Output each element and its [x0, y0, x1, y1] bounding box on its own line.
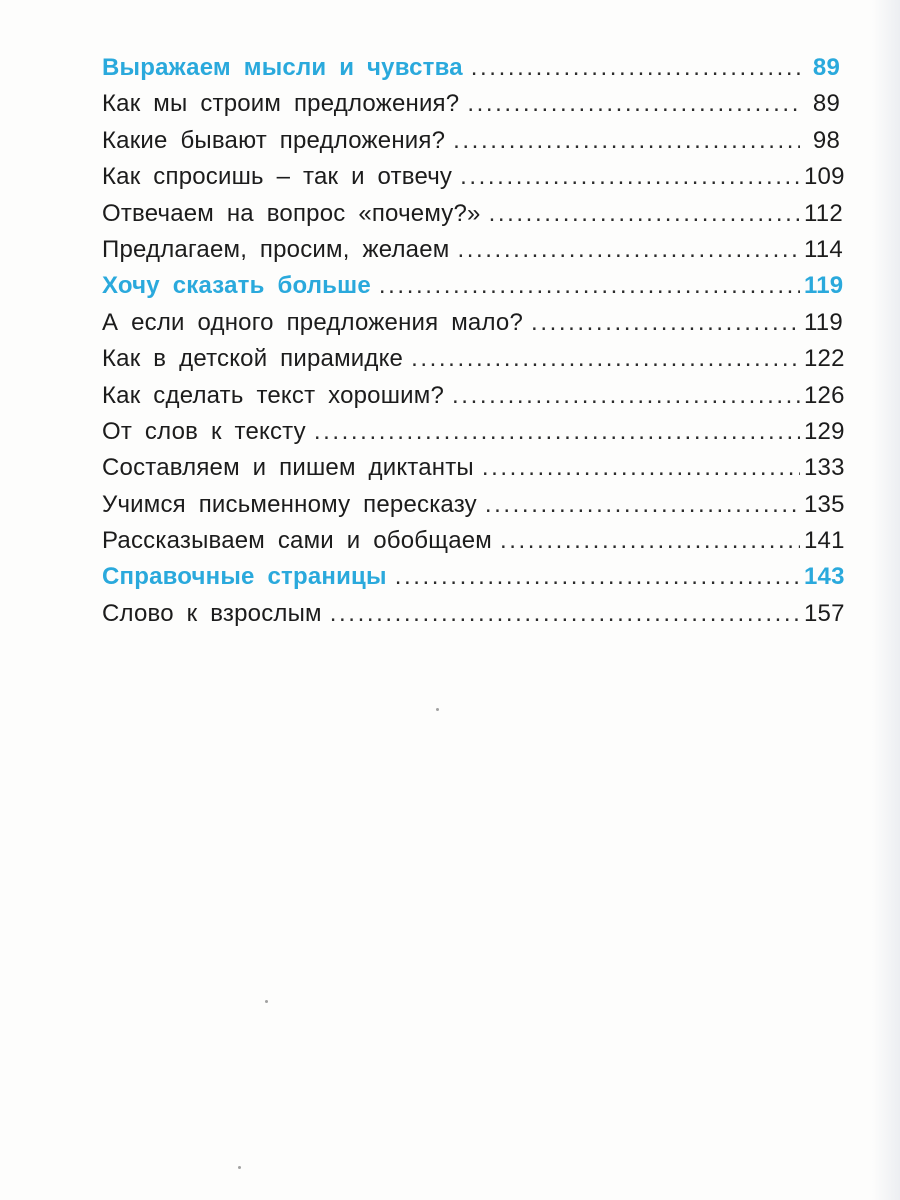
toc-page-number: 112 [804, 199, 843, 227]
toc-section-heading [102, 272, 844, 308]
toc-entry-title: Слово к взрослым [102, 599, 322, 627]
toc-page-number: 114 [804, 235, 843, 263]
toc-entry-title: Справочные страницы [102, 563, 387, 591]
toc-entry-title: Выражаем мысли и чувства [102, 54, 463, 81]
dot-leader [457, 236, 800, 264]
dot-leader [379, 272, 800, 300]
toc-entry [102, 90, 840, 126]
toc-entry-title: Предлагаем, просим, желаем [102, 235, 450, 263]
dot-leader [453, 127, 800, 155]
toc-entry [102, 454, 845, 490]
toc-entry-title: Как спросишь – так и отвечу [102, 163, 453, 191]
toc-entry [102, 199, 843, 236]
print-speck [436, 708, 439, 711]
toc-entry [102, 345, 845, 381]
dot-leader [531, 309, 800, 337]
table-of-contents [102, 54, 845, 636]
dot-leader [485, 491, 800, 519]
toc-page-number: 133 [804, 454, 845, 482]
toc-entry-title: Как в детской пирамидке [102, 345, 404, 373]
dot-leader [482, 454, 800, 482]
toc-entry-title: Рассказываем сами и обобщаем [102, 527, 492, 555]
toc-entry [102, 308, 843, 345]
toc-page-number: 89 [812, 54, 840, 81]
toc-page-number: 98 [812, 126, 840, 154]
print-speck [265, 1000, 268, 1003]
toc-section-heading [102, 563, 845, 599]
toc-page-number: 119 [804, 308, 843, 336]
page-edge-shadow [872, 0, 900, 1200]
dot-leader [489, 200, 800, 228]
dot-leader [467, 90, 800, 118]
toc-entry-title: Какие бывают предложения? [102, 126, 446, 154]
toc-entry [102, 599, 845, 636]
toc-page-number: 143 [804, 563, 845, 591]
toc-page-number: 122 [804, 345, 845, 373]
toc-page-number: 135 [804, 490, 845, 518]
dot-leader [500, 527, 800, 555]
dot-leader [452, 382, 800, 410]
toc-entry-title: Как мы строим предложения? [102, 90, 460, 118]
toc-entry [102, 417, 845, 454]
toc-page-number: 141 [804, 527, 845, 555]
toc-entry-title: А если одного предложения мало? [102, 308, 524, 336]
toc-entry [102, 490, 845, 527]
toc-entry-title: От слов к тексту [102, 417, 306, 445]
toc-page-number: 126 [804, 381, 845, 409]
toc-entry-title: Как сделать текст хорошим? [102, 381, 445, 409]
toc-entry-title: Учимся письменному пересказу [102, 490, 477, 518]
dot-leader [411, 345, 800, 373]
dot-leader [471, 54, 800, 82]
toc-page-number: 109 [804, 163, 845, 191]
toc-entry [102, 163, 845, 199]
print-speck [238, 1166, 241, 1169]
toc-section-heading [102, 54, 840, 90]
toc-entry-title: Отвечаем на вопрос «почему?» [102, 199, 481, 227]
toc-page-number: 89 [812, 90, 840, 118]
dot-leader [330, 600, 800, 628]
dot-leader [314, 418, 800, 446]
toc-entry [102, 127, 840, 163]
toc-entry [102, 235, 843, 272]
dot-leader [460, 163, 800, 191]
toc-page-number: 157 [804, 599, 845, 627]
toc-entry-title: Составляем и пишем диктанты [102, 454, 474, 482]
toc-entry [102, 381, 845, 418]
toc-entry-title: Хочу сказать больше [102, 272, 371, 300]
toc-page-number: 119 [804, 272, 844, 300]
toc-entry [102, 527, 845, 563]
toc-page-number: 129 [804, 417, 845, 445]
dot-leader [395, 563, 800, 591]
